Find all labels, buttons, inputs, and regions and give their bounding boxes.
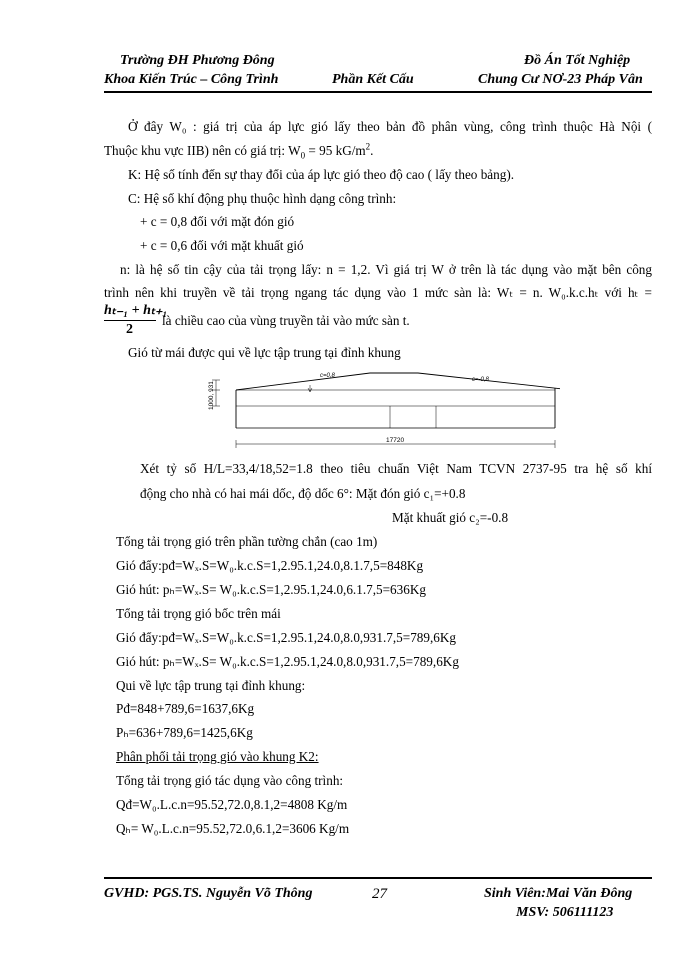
paragraph-w0-line2 [104, 143, 373, 159]
k-definition: K: Hệ số tính đến sự thay đổi của áp lực gió theo độ cao ( lấy theo bảng). [128, 167, 515, 182]
fraction-numerator: hₜ₋₁ + hₜ₊₁ [104, 303, 168, 318]
paragraph-w0-line1: Ở đây W₀ : giá trị của áp lực gió lấy theo bản đồ phân vùng, công trình thuộc Hà Nội ( [128, 119, 652, 134]
fraction-denominator: 2 [126, 322, 133, 337]
distribution-title: Phân phối tải trọng gió vào khung K2: [116, 749, 319, 764]
roof-load-suction: Gió hút: pₕ=Wₓ.S= W₀.k.c.S=1,2.95.1,24.0,8.0,931.7,5=789,6Kg [116, 654, 459, 669]
header-divider [104, 91, 652, 93]
qd-line: Qđ=W₀.L.c.n=95.52,72.0,8.1,2=4808 Kg/m [116, 797, 348, 812]
top-load-title: Qui về lực tập trung tại đỉnh khung: [116, 678, 306, 693]
wall-load-title: Tổng tải trọng gió trên phần tường chắn (cao 1m) [116, 534, 378, 549]
page-number: 27 [372, 886, 387, 902]
ph-total: Pₕ=636+789,6=1425,6Kg [116, 725, 253, 740]
ratio-line3: Mặt khuất gió c₂=-0.8 [392, 510, 509, 525]
n-definition-line1: n: là hệ số tin cậy của tải trọng lấy: n = 1,2. Vì giá trị W ở trên là tác dụng vào mặt bên công [120, 262, 652, 277]
coef-windward-label: c=0,8 [320, 373, 335, 379]
w0-text-b: = 95 kG/m [305, 143, 366, 158]
c-definition: C: Hệ số khí động phụ thuộc hình dạng công trình: [128, 191, 397, 206]
footer-student-id: MSV: 506111123 [516, 905, 614, 920]
w0-sub: 0 [300, 150, 306, 161]
height-dim-label: 1000, 931 [208, 381, 215, 410]
ratio-line2: động cho nhà có hai mái dốc, độ dốc 6°: Mặt đón gió c₁=+0.8 [140, 486, 466, 501]
wall-load-push: Gió đẩy:pđ=Wₓ.S=W₀.k.c.S=1,2.95.1,24.0,8.1.7,5=848Kg [116, 558, 424, 573]
pd-total: Pđ=848+789,6=1637,6Kg [116, 701, 255, 716]
w0-sup: 2 [365, 141, 371, 152]
w0-text-c: . [370, 143, 374, 158]
header-project-title: Đồ Án Tốt Nghiệp [524, 53, 631, 68]
w0-text-a: Thuộc khu vực IIB) nên có giá trị: W [104, 143, 301, 158]
roof-load-title: Tổng tải trọng gió bốc trên mái [116, 606, 281, 621]
coef-leeward-label: c=-0,8 [472, 377, 489, 383]
roof-load-push: Gió đẩy:pđ=Wₓ.S=W₀.k.c.S=1,2.95.1,24.0,8.0,931.7,5=789,6Kg [116, 630, 457, 645]
load-marker [308, 385, 312, 392]
header-faculty: Khoa Kiến Trúc – Công Trình [104, 72, 279, 87]
header-section: Phần Kết Cấu [332, 72, 414, 87]
c-item-leeward: + c = 0,6 đối với mặt khuất gió [140, 238, 304, 253]
roof-outline [236, 373, 560, 390]
n-definition-line2: trình nên khi truyền về tải trọng ngang tác dụng vào 1 mức sàn là: Wₜ = n. W₀.k.c.hₜ với hₜ = [104, 285, 652, 300]
roof-wind-intro: Gió từ mái được qui về lực tập trung tại đỉnh khung [128, 345, 401, 360]
c-item-windward: + c = 0,8 đối với mặt đón gió [140, 214, 295, 229]
fraction-description: là chiều cao của vùng truyền tải vào mức sàn t. [162, 313, 410, 328]
span-dim-label: 17720 [386, 437, 405, 444]
height-fraction [104, 302, 168, 338]
wall-load-suction: Gió hút: pₕ=Wₓ.S= W₀.k.c.S=1,2.95.1,24.0,6.1.7,5=636Kg [116, 582, 426, 597]
ratio-line1: Xét tỷ số H/L=33,4/18,52=1.8 theo tiêu chuẩn Việt Nam TCVN 2737-95 tra hệ số khí [140, 461, 652, 476]
footer-advisor: GVHD: PGS.TS. Nguyễn Võ Thông [104, 886, 313, 901]
fraction-bar [104, 320, 156, 321]
footer-student: Sinh Viên:Mai Văn Đông [484, 886, 633, 901]
footer-divider [104, 877, 652, 879]
header-project-name: Chung Cư NƠ-23 Pháp Vân [478, 72, 643, 87]
qh-line: Qₕ= W₀.L.c.n=95.52,72.0,6.1,2=3606 Kg/m [116, 821, 350, 836]
distribution-subtitle: Tổng tải trọng gió tác dụng vào công trình: [116, 773, 344, 788]
frame-wind-diagram [200, 366, 560, 456]
header-school: Trường ĐH Phương Đông [120, 53, 275, 68]
